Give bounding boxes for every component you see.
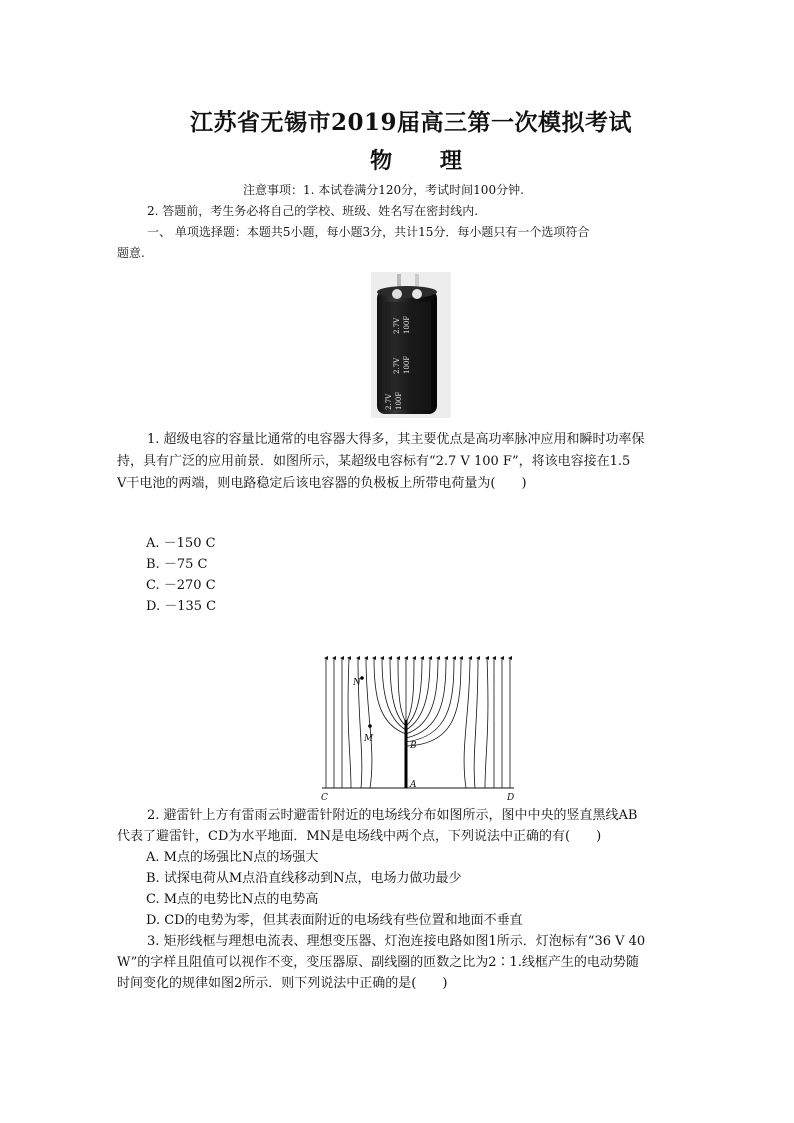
q2-line-2: 代表了避雷针，CD为水平地面．MN是电场线中两个点，下列说法中正确的有( ) <box>117 829 602 844</box>
q1-option-c: C. －270 C <box>146 578 216 593</box>
q1-line-2: 持，具有广泛的应用前景．如图所示，某超级电容标有“2.7 V 100 F”，将该电容接在1.5 <box>117 454 631 469</box>
capacitor-label-2: 100F <box>403 315 411 334</box>
notes-line-1: 注意事项：1. 本试卷满分120分，考试时间100分钟. <box>243 183 524 197</box>
q2-option-a: A. M点的场强比N点的场强大 <box>146 850 319 865</box>
label-n: N <box>353 678 361 688</box>
q2-option-d: D. CD的电势为零，但其表面附近的电场线有些位置和地面不垂直 <box>146 913 523 928</box>
q2-line-1: 2. 避雷针上方有雷雨云时避雷针附近的电场线分布如图所示，图中中央的竖直黑线AB <box>147 808 638 823</box>
q2-option-b: B. 试探电荷从M点沿直线移动到N点，电场力做功最少 <box>146 871 462 886</box>
section1-heading-line-1: 一、 单项选择题：本题共5小题，每小题3分，共计15分．每小题只有一个选项符合 <box>147 225 590 239</box>
label-m: M <box>364 734 374 744</box>
q3-line-1: 3. 矩形线框与理想电流表、理想变压器、灯泡连接电路如图1所示．灯泡标有“36 V 40 <box>147 934 646 949</box>
notes-line-2: 2. 答题前，考生务必将自己的学校、班级、姓名写在密封线内. <box>147 204 479 218</box>
capacitor-photo <box>371 272 451 418</box>
q3-line-2: W”的字样且阻值可以视作不变，变压器原、副线圈的匝数之比为2∶1.线框产生的电动势随 <box>117 955 639 970</box>
subject-title: 物 理 <box>370 148 462 174</box>
section1-heading-line-2: 题意. <box>117 246 145 260</box>
capacitor-label-3: 2.7V <box>393 357 401 374</box>
label-a: A <box>410 780 417 790</box>
q3-line-3: 时间变化的规律如图2所示．则下列说法中正确的是( ) <box>117 976 448 991</box>
label-d: D <box>507 793 515 802</box>
capacitor-label-5: 2.7V <box>385 393 393 410</box>
capacitor-label-4: 100F <box>403 355 411 374</box>
q1-line-3: V干电池的两端，则电路稳定后该电容器的负极板上所带电荷量为( ) <box>117 476 527 491</box>
q1-option-d: D. －135 C <box>146 599 217 614</box>
capacitor-label-1: 2.7V <box>393 317 401 334</box>
exam-title: 江苏省无锡市2019届高三第一次模拟考试 <box>189 109 632 136</box>
q1-option-a: A. －150 C <box>146 536 216 551</box>
label-c: C <box>321 793 328 802</box>
q1-option-b: B. －75 C <box>146 557 208 572</box>
q2-option-c: C. M点的电势比N点的电势高 <box>146 892 319 907</box>
lightning-rod-field-figure <box>318 654 518 802</box>
q1-line-1: 1. 超级电容的容量比通常的电容器大得多，其主要优点是高功率脉冲应用和瞬时功率保 <box>147 432 645 447</box>
label-b: B <box>410 741 417 751</box>
capacitor-label-6: 100F <box>395 391 403 410</box>
